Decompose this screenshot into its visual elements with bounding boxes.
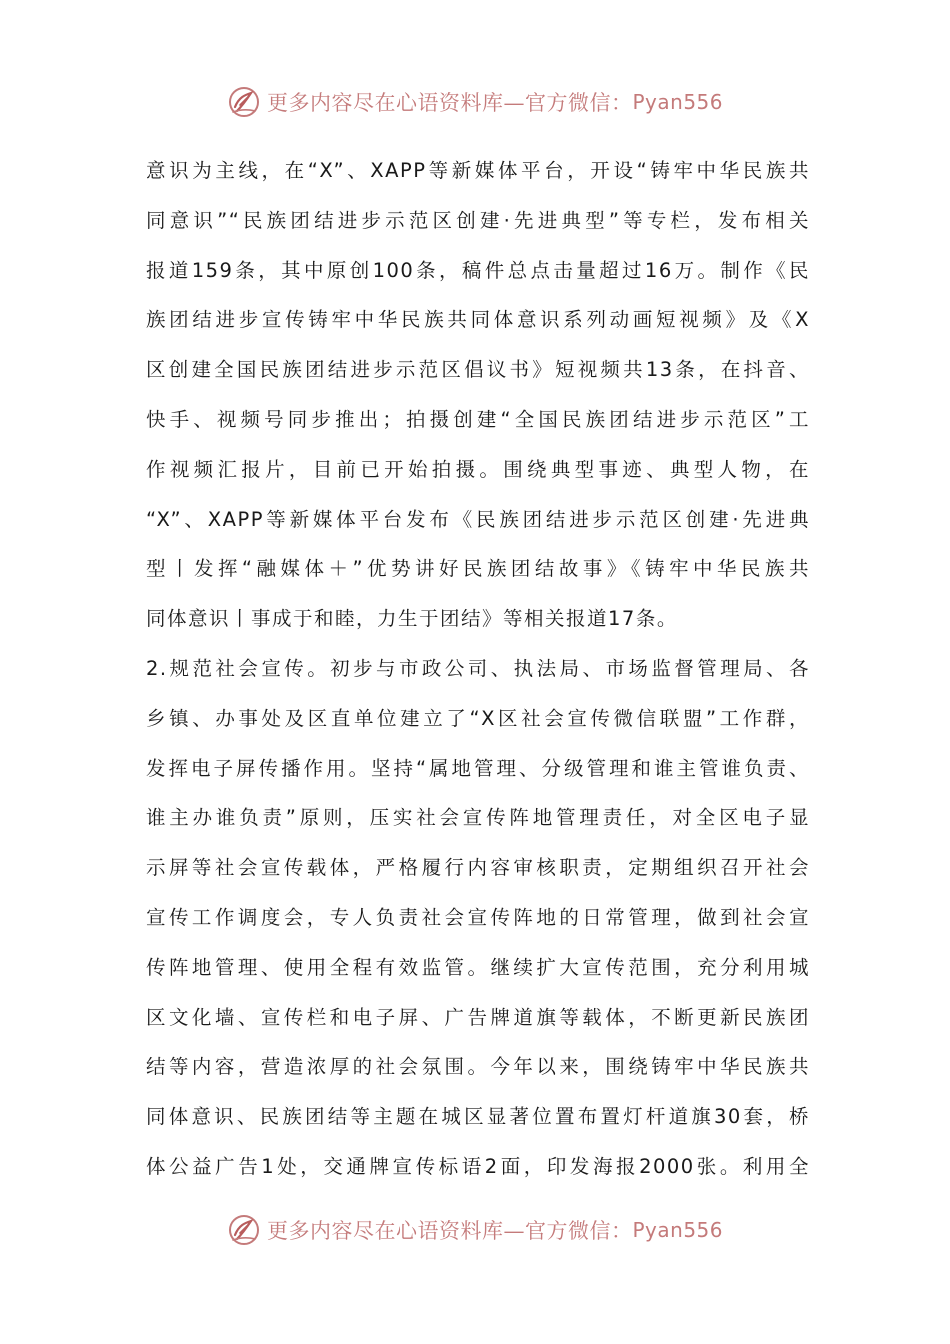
- text-line: 谁主办谁负责”原则，压实社会宣传阵地管理责任，对全区电子显: [146, 806, 810, 830]
- watermark-wechat-id: Pyan556: [632, 1218, 723, 1242]
- text-line: 同体意识丨事成于和睦，力生于团结》等相关报道17条。: [146, 607, 678, 631]
- text-line: “X”、XAPP等新媒体平台发布《民族团结进步示范区创建·先进典: [146, 507, 810, 531]
- signature-logo-icon: [227, 85, 261, 119]
- text-line: 意识为主线，在“X”、XAPP等新媒体平台，开设“铸牢中华民族共: [146, 159, 810, 182]
- watermark-text: 更多内容尽在心语资料库—官方微信：: [266, 1219, 633, 1243]
- text-line: 结等内容，营造浓厚的社会氛围。今年以来，围绕铸牢中华民族共: [146, 1055, 810, 1079]
- text-line: 同意识”“民族团结进步示范区创建·先进典型”等专栏，发布相关: [146, 208, 810, 232]
- text-line: 体公益广告1处，交通牌宣传标语2面，印发海报2000张。利用全: [146, 1154, 810, 1178]
- text-line: 作视频汇报片，目前已开始拍摄。围绕典型事迹、典型人物，在: [146, 457, 810, 481]
- document-body: [146, 146, 810, 1192]
- text-line: 型丨发挥“融媒体＋”优势讲好民族团结故事》《铸牢中华民族共: [146, 557, 810, 581]
- text-line: 传阵地管理、使用全程有效监管。继续扩大宣传范围，充分利用城: [146, 955, 810, 979]
- text-line: 乡镇、办事处及区直单位建立了“X区社会宣传微信联盟”工作群，: [146, 706, 810, 730]
- text-line: 发挥电子屏传播作用。坚持“属地管理、分级管理和谁主管谁负责、: [146, 756, 810, 780]
- watermark-text: 更多内容尽在心语资料库—官方微信：: [266, 91, 633, 115]
- text-line: 区创建全国民族团结进步示范区倡议书》短视频共13条，在抖音、: [146, 358, 810, 382]
- footer-watermark: [0, 1210, 950, 1250]
- text-line: 宣传工作调度会，专人负责社会宣传阵地的日常管理，做到社会宣: [146, 905, 810, 929]
- watermark-wechat-id: Pyan556: [632, 90, 723, 114]
- text-line: 同体意识、民族团结等主题在城区显著位置布置灯杆道旗30套，桥: [146, 1105, 810, 1129]
- header-watermark: [0, 82, 950, 122]
- text-line: 区文化墙、宣传栏和电子屏、广告牌道旗等载体，不断更新民族团: [146, 1005, 810, 1029]
- signature-logo-icon: [227, 1213, 261, 1247]
- text-line: 族团结进步宣传铸牢中华民族共同体意识系列动画短视频》及《X: [146, 308, 810, 332]
- text-line: 示屏等社会宣传载体，严格履行内容审核职责，定期组织召开社会: [146, 856, 810, 880]
- text-line: 2.规范社会宣传。初步与市政公司、执法局、市场监督管理局、各: [146, 656, 810, 680]
- text-line: 报道159条，其中原创100条，稿件总点击量超过16万。制作《民: [146, 258, 810, 282]
- text-line: 快手、视频号同步推出；拍摄创建“全国民族团结进步示范区”工: [146, 407, 810, 431]
